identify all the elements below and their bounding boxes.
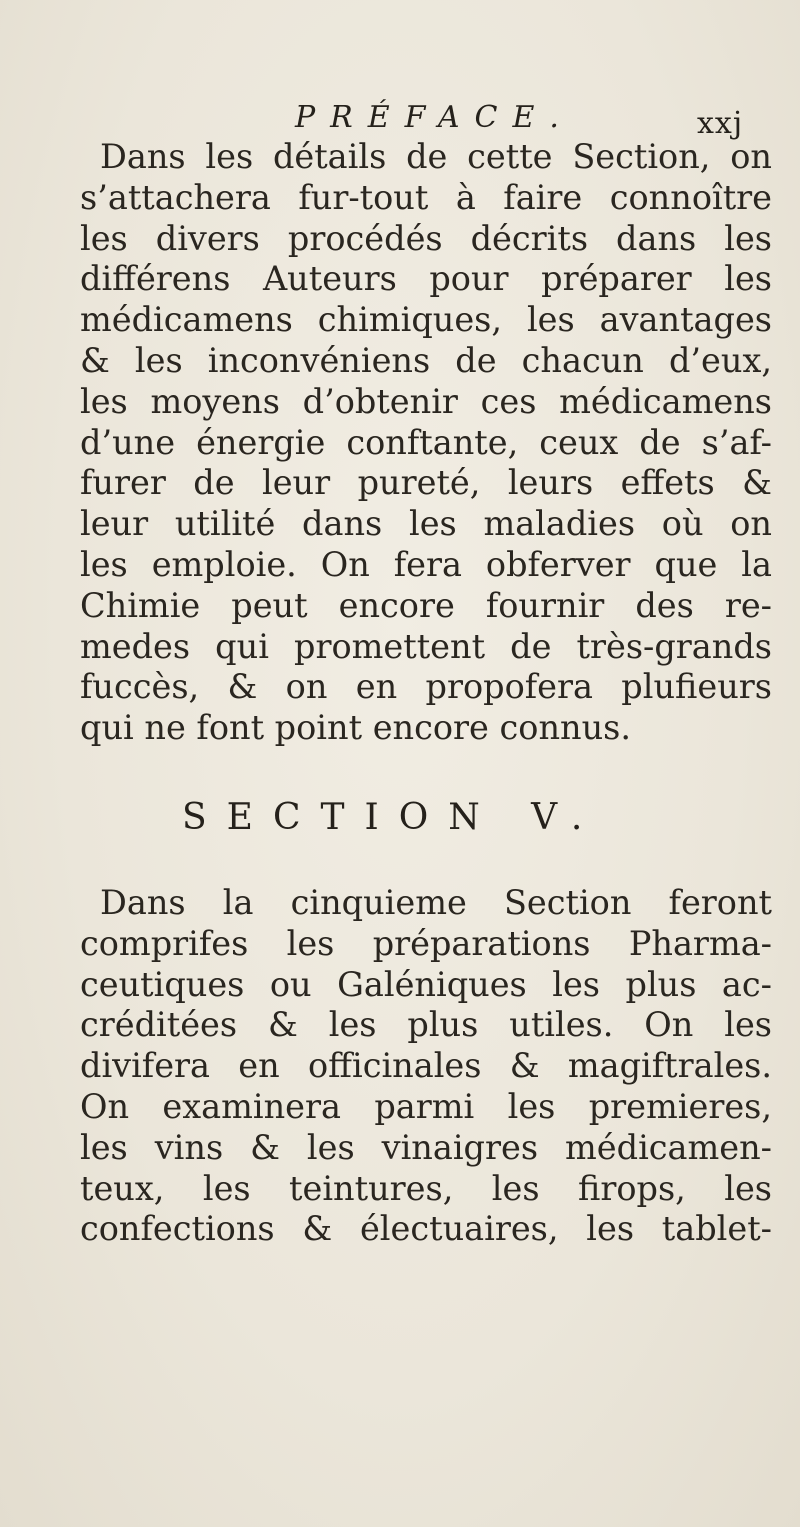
paragraph-section-iv-details [80, 137, 772, 749]
text-line: Dans la cinquieme Section feront [100, 883, 772, 922]
text-line: Dans les détails de cette Section, on [100, 137, 772, 176]
text-line: médicamens chimiques, les avantages [80, 300, 772, 340]
text-line: les emploie. On fera obferver que la [80, 544, 772, 584]
text-line: les divers procédés décrits dans les [80, 218, 772, 258]
text-line: différens Auteurs pour préparer les [80, 259, 772, 299]
page-number: xxj [697, 106, 744, 141]
text-line: ceutiques ou Galéniques les plus ac- [80, 964, 772, 1004]
running-title: PRÉFACE. [295, 100, 574, 135]
text-line: créditées & les plus utiles. On les [80, 1005, 772, 1045]
text-line: qui ne font point encore connus. [80, 708, 632, 748]
text-line: les vins & les vinaigres médicamen- [80, 1127, 772, 1167]
text-line: fuccès, & on en propofera plufieurs [80, 667, 772, 707]
text-line: s’attachera fur-tout à faire connoître [80, 177, 772, 217]
text-line: teux, les teintures, les firops, les [80, 1168, 772, 1208]
text-line: d’une énergie conftante, ceux de s’af- [80, 422, 772, 462]
paragraph-section-v [80, 883, 772, 1250]
section-heading: SECTION V. [182, 797, 603, 838]
text-line: confections & électuaires, les tablet- [80, 1209, 772, 1249]
text-line: leur utilité dans les maladies où on [80, 504, 772, 544]
text-line: divifera en officinales & magiftrales. [80, 1046, 772, 1086]
text-line: furer de leur pureté, leurs effets & [80, 463, 772, 503]
text-line: medes qui promettent de très-grands [80, 626, 772, 666]
text-line: comprifes les préparations Pharma- [80, 923, 772, 963]
text-line: On examinera parmi les premieres, [80, 1086, 772, 1126]
text-line: Chimie peut encore fournir des re- [80, 585, 772, 625]
text-line: les moyens d’obtenir ces médicamens [80, 381, 772, 421]
text-line: & les inconvéniens de chacun d’eux, [80, 340, 772, 380]
